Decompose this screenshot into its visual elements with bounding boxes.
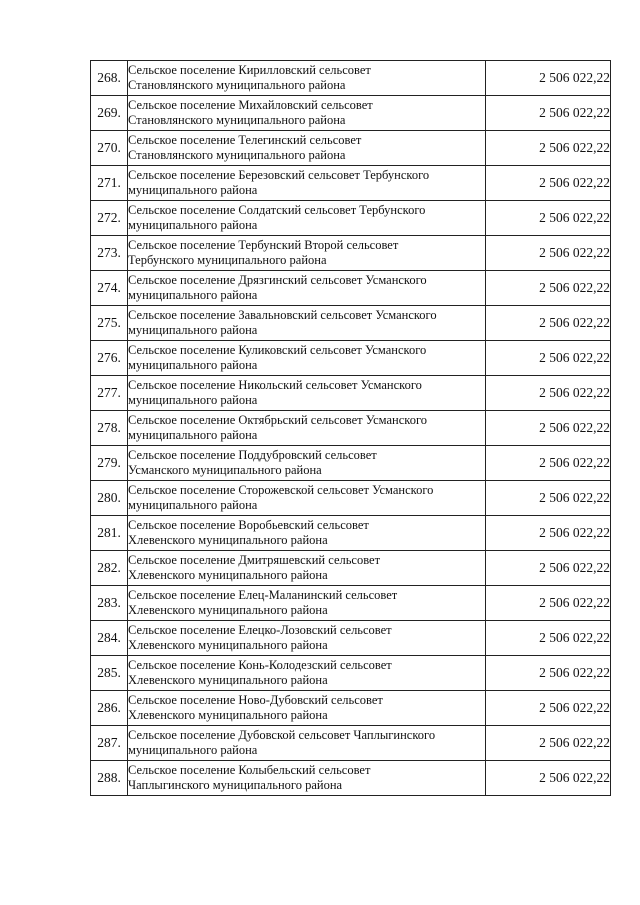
settlement-name-line: Хлевенского муниципального района	[128, 638, 328, 652]
settlement-name-cell	[128, 516, 486, 551]
settlement-name-cell	[128, 411, 486, 446]
allocation-amount: 2 506 022,22	[486, 621, 611, 656]
settlement-name-line: Становлянского муниципального района	[128, 78, 346, 92]
settlement-name-cell	[128, 341, 486, 376]
settlement-name-line: Чаплыгинского муниципального района	[128, 778, 343, 792]
settlement-name-cell	[128, 271, 486, 306]
row-number: 271.	[91, 166, 128, 201]
settlement-name-line: муниципального района	[128, 358, 258, 372]
settlement-name-line: Сельское поселение Ново-Дубовский сельсовет	[128, 693, 383, 707]
allocation-amount: 2 506 022,22	[486, 726, 611, 761]
table-row	[91, 621, 611, 656]
row-number: 287.	[91, 726, 128, 761]
row-number: 275.	[91, 306, 128, 341]
allocation-amount: 2 506 022,22	[486, 551, 611, 586]
allocation-amount: 2 506 022,22	[486, 306, 611, 341]
allocation-amount: 2 506 022,22	[486, 131, 611, 166]
table-row	[91, 516, 611, 551]
settlement-name-line: муниципального района	[128, 323, 258, 337]
settlement-name-line: Сельское поселение Телегинский сельсовет	[128, 133, 362, 147]
table-row	[91, 726, 611, 761]
settlement-name-cell	[128, 691, 486, 726]
settlement-name-line: Хлевенского муниципального района	[128, 568, 328, 582]
settlement-name-cell	[128, 481, 486, 516]
settlement-name-line: Сельское поселение Октябрьский сельсовет Усманского	[128, 413, 428, 427]
table-row	[91, 201, 611, 236]
table-row	[91, 61, 611, 96]
settlement-name-line: Сельское поселение Дмитряшевский сельсовет	[128, 553, 381, 567]
settlement-name-line: Сельское поселение Тербунский Второй сельсовет	[128, 238, 399, 252]
settlement-name-cell	[128, 306, 486, 341]
table-row	[91, 586, 611, 621]
allocation-amount: 2 506 022,22	[486, 411, 611, 446]
allocation-amount: 2 506 022,22	[486, 516, 611, 551]
settlement-name-cell	[128, 201, 486, 236]
row-number: 284.	[91, 621, 128, 656]
table-row	[91, 691, 611, 726]
settlement-name-line: муниципального района	[128, 183, 258, 197]
allocation-amount: 2 506 022,22	[486, 586, 611, 621]
row-number: 276.	[91, 341, 128, 376]
settlement-name-cell	[128, 376, 486, 411]
settlement-name-cell	[128, 61, 486, 96]
allocation-amount: 2 506 022,22	[486, 691, 611, 726]
table-row	[91, 411, 611, 446]
settlement-name-cell	[128, 621, 486, 656]
row-number: 286.	[91, 691, 128, 726]
row-number: 269.	[91, 96, 128, 131]
settlement-name-line: Хлевенского муниципального района	[128, 603, 328, 617]
settlement-name-line: Усманского муниципального района	[128, 463, 322, 477]
settlement-name-cell	[128, 131, 486, 166]
row-number: 270.	[91, 131, 128, 166]
settlement-name-line: Сельское поселение Колыбельский сельсовет	[128, 763, 371, 777]
settlement-name-line: Хлевенского муниципального района	[128, 673, 328, 687]
settlement-name-line: Сельское поселение Куликовский сельсовет Усманского	[128, 343, 427, 357]
settlement-name-line: Становлянского муниципального района	[128, 113, 346, 127]
allocation-amount: 2 506 022,22	[486, 761, 611, 796]
settlement-name-cell	[128, 656, 486, 691]
settlement-name-cell	[128, 166, 486, 201]
settlement-name-cell	[128, 551, 486, 586]
allocation-amount: 2 506 022,22	[486, 271, 611, 306]
settlement-name-line: Тербунского муниципального района	[128, 253, 327, 267]
settlement-name-cell	[128, 96, 486, 131]
settlement-name-cell	[128, 761, 486, 796]
row-number: 272.	[91, 201, 128, 236]
table-row	[91, 376, 611, 411]
row-number: 283.	[91, 586, 128, 621]
settlement-name-cell	[128, 446, 486, 481]
table-row	[91, 761, 611, 796]
row-number: 288.	[91, 761, 128, 796]
table-row	[91, 656, 611, 691]
settlement-name-line: Сельское поселение Дубовской сельсовет Чаплыгинского	[128, 728, 436, 742]
table-body	[91, 61, 611, 796]
row-number: 273.	[91, 236, 128, 271]
settlement-name-line: муниципального района	[128, 743, 258, 757]
table-row	[91, 306, 611, 341]
row-number: 285.	[91, 656, 128, 691]
settlement-name-line: муниципального района	[128, 288, 258, 302]
settlement-name-line: Сельское поселение Завальновский сельсовет Усманского	[128, 308, 437, 322]
allocation-amount: 2 506 022,22	[486, 61, 611, 96]
settlement-name-line: Сельское поселение Дрязгинский сельсовет Усманского	[128, 273, 427, 287]
settlement-name-line: Сельское поселение Сторожевской сельсовет Усманского	[128, 483, 434, 497]
allocation-amount: 2 506 022,22	[486, 236, 611, 271]
settlement-name-line: муниципального района	[128, 393, 258, 407]
settlement-name-line: Сельское поселение Воробьевский сельсовет	[128, 518, 369, 532]
settlement-name-line: Хлевенского муниципального района	[128, 708, 328, 722]
settlement-name-line: Сельское поселение Елец-Маланинский сельсовет	[128, 588, 398, 602]
settlement-name-cell	[128, 586, 486, 621]
table-row	[91, 166, 611, 201]
settlement-name-line: Сельское поселение Никольский сельсовет Усманского	[128, 378, 422, 392]
settlement-name-line: Сельское поселение Кирилловский сельсовет	[128, 63, 371, 77]
row-number: 282.	[91, 551, 128, 586]
settlement-name-cell	[128, 726, 486, 761]
settlement-name-line: Становлянского муниципального района	[128, 148, 346, 162]
table-row	[91, 271, 611, 306]
settlement-name-line: Сельское поселение Поддубровский сельсовет	[128, 448, 377, 462]
table-row	[91, 236, 611, 271]
table-row	[91, 446, 611, 481]
allocation-amount: 2 506 022,22	[486, 376, 611, 411]
table-row	[91, 551, 611, 586]
settlement-name-line: Хлевенского муниципального района	[128, 533, 328, 547]
table-row	[91, 341, 611, 376]
allocation-amount: 2 506 022,22	[486, 201, 611, 236]
row-number: 274.	[91, 271, 128, 306]
settlement-name-line: Сельское поселение Михайловский сельсовет	[128, 98, 373, 112]
allocation-amount: 2 506 022,22	[486, 341, 611, 376]
settlement-allocation-table	[90, 60, 611, 796]
settlement-name-line: муниципального района	[128, 428, 258, 442]
row-number: 278.	[91, 411, 128, 446]
row-number: 280.	[91, 481, 128, 516]
settlement-name-line: Сельское поселение Солдатский сельсовет Тербунского	[128, 203, 426, 217]
row-number: 281.	[91, 516, 128, 551]
settlement-name-line: Сельское поселение Елецко-Лозовский сельсовет	[128, 623, 392, 637]
settlement-name-line: муниципального района	[128, 218, 258, 232]
settlement-name-line: Сельское поселение Конь-Колодезский сельсовет	[128, 658, 392, 672]
row-number: 268.	[91, 61, 128, 96]
allocation-amount: 2 506 022,22	[486, 446, 611, 481]
row-number: 277.	[91, 376, 128, 411]
settlement-name-line: муниципального района	[128, 498, 258, 512]
allocation-amount: 2 506 022,22	[486, 166, 611, 201]
allocation-amount: 2 506 022,22	[486, 656, 611, 691]
table-row	[91, 96, 611, 131]
table-row	[91, 131, 611, 166]
settlement-name-cell	[128, 236, 486, 271]
allocation-amount: 2 506 022,22	[486, 96, 611, 131]
table-row	[91, 481, 611, 516]
allocation-amount: 2 506 022,22	[486, 481, 611, 516]
settlement-name-line: Сельское поселение Березовский сельсовет Тербунского	[128, 168, 430, 182]
row-number: 279.	[91, 446, 128, 481]
